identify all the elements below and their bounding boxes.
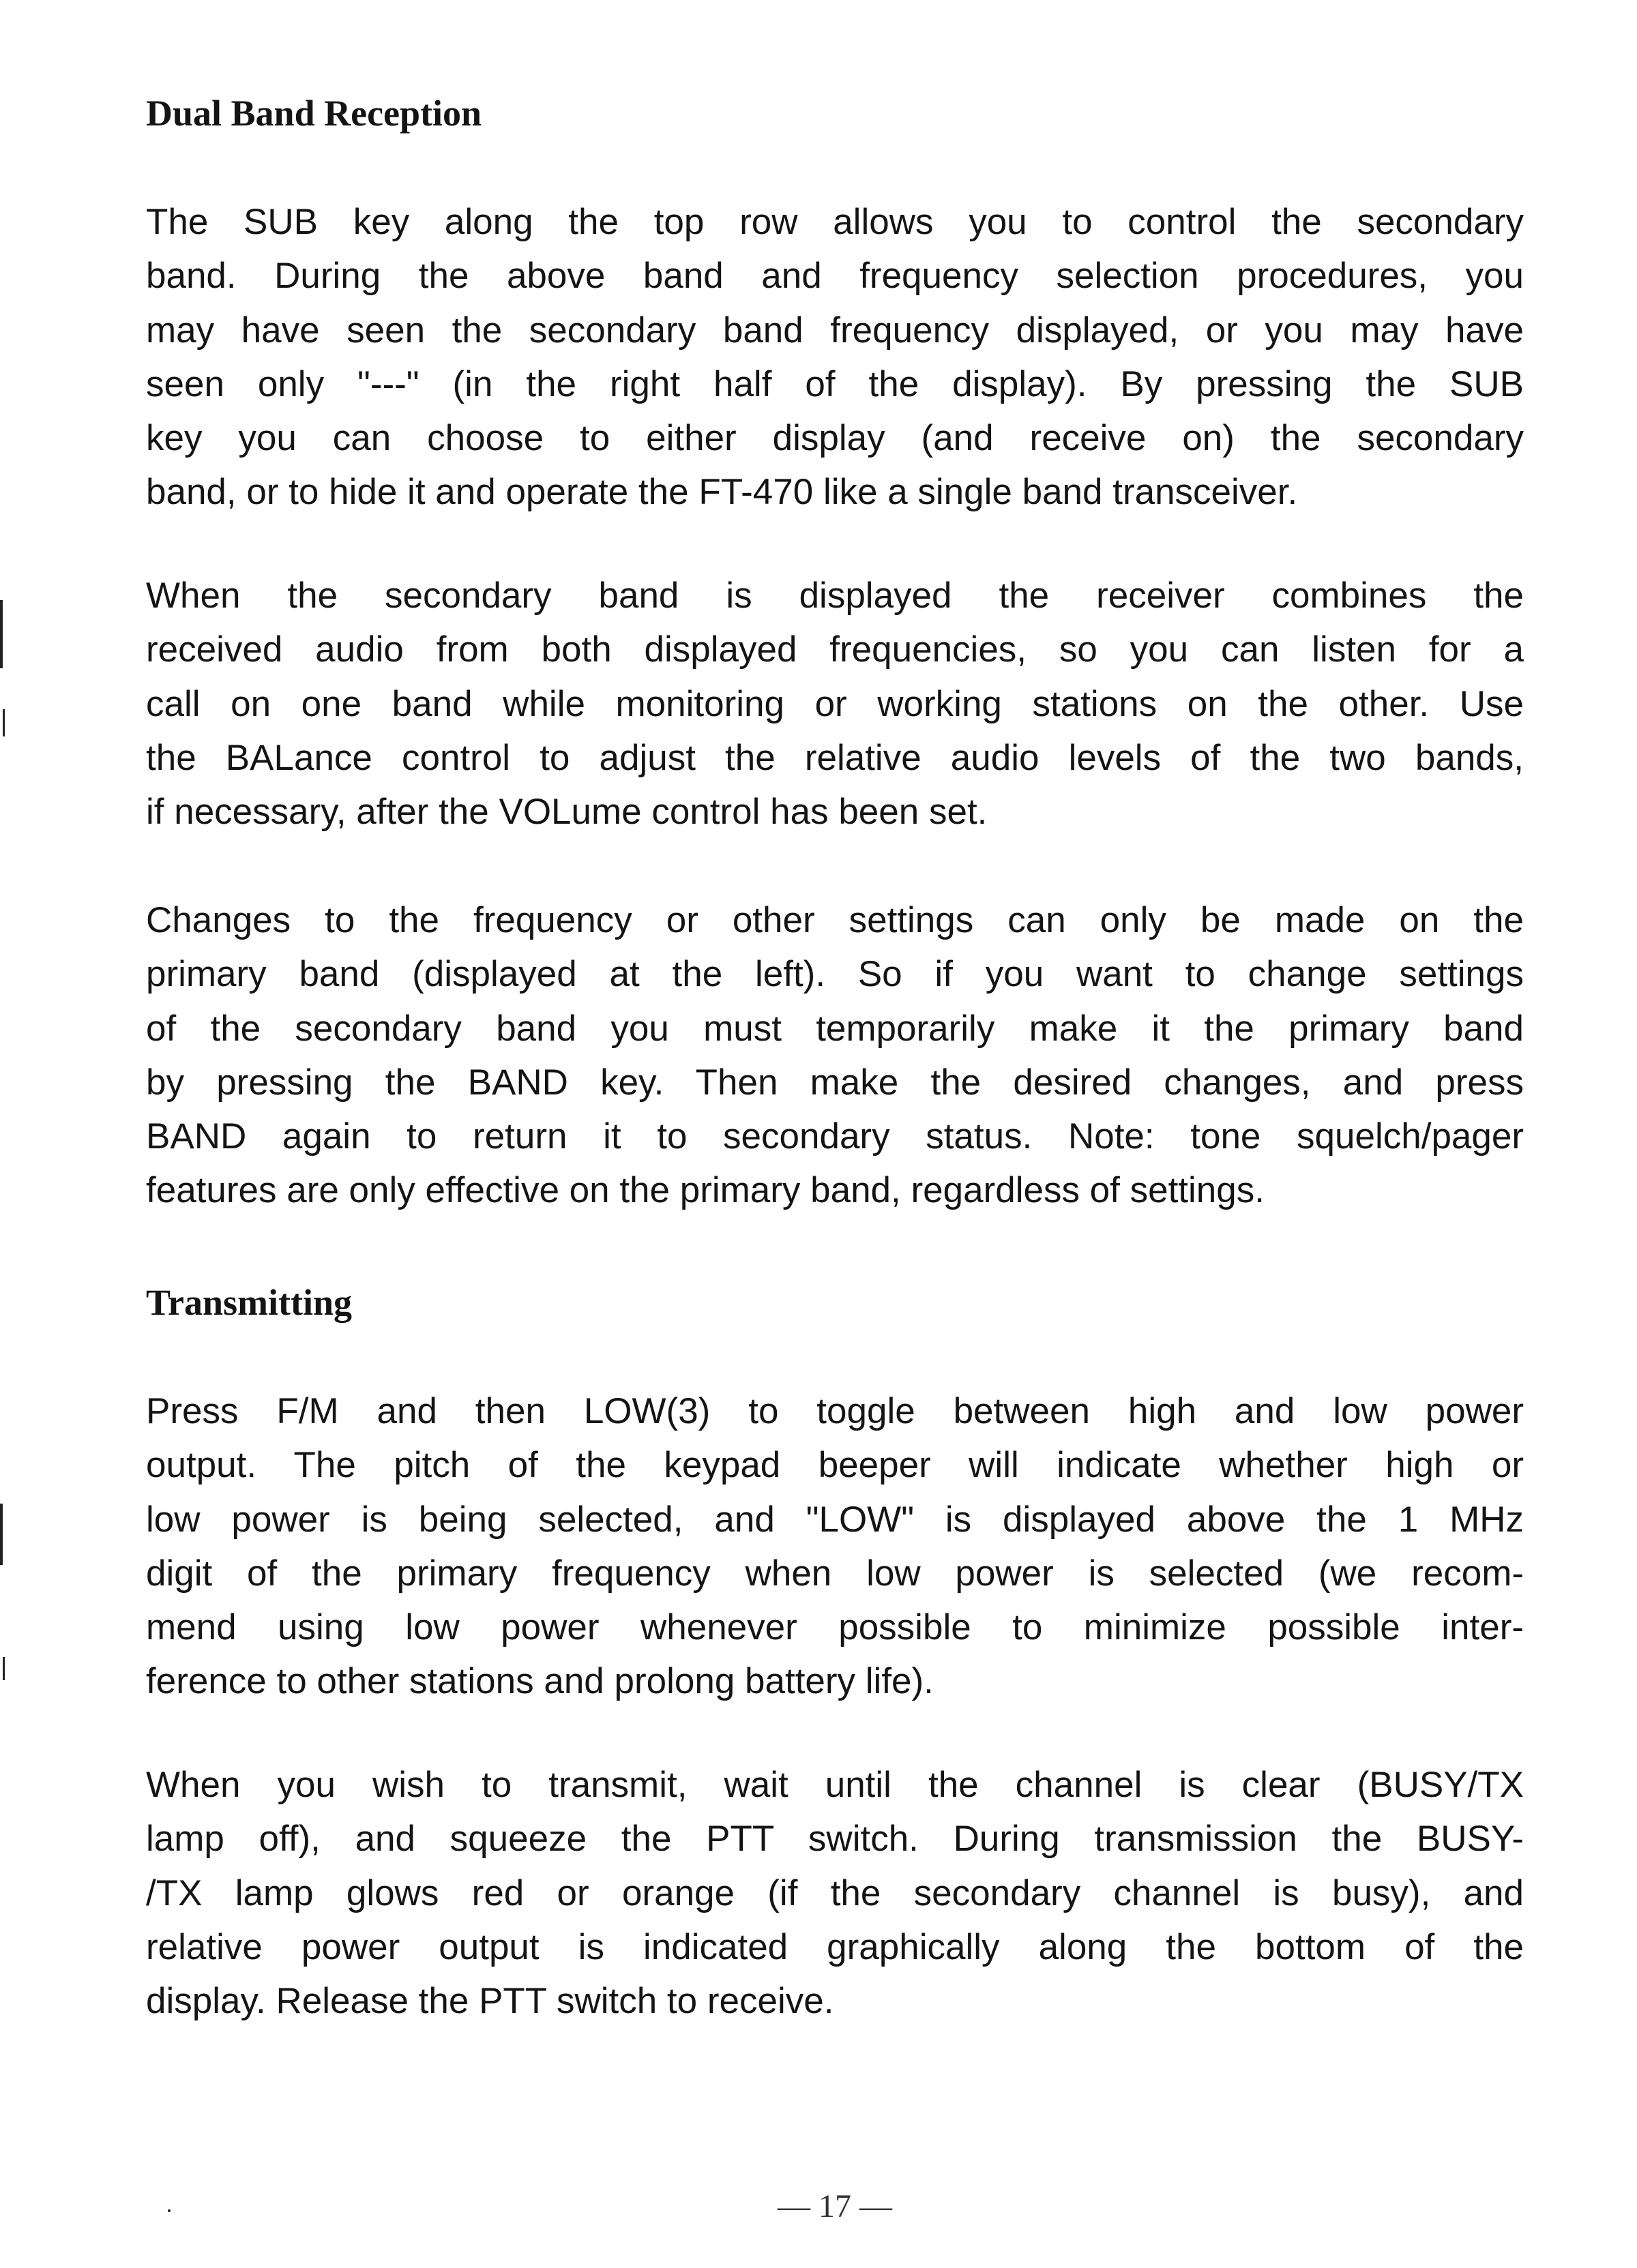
text-line: call on one band while monitoring or working stations on the other. Use <box>146 683 1524 724</box>
paragraph-secondary-band <box>146 569 1524 839</box>
text-line: Changes to the frequency or other settings can only be made on the <box>146 900 1524 940</box>
text-line: seen only "---" (in the right half of the display). By pressing the SUB <box>146 363 1524 404</box>
text-line: primary band (displayed at the left). So if you want to change settings <box>146 954 1524 995</box>
text-line: band, or to hide it and operate the FT-470 like a single band transceiver. <box>146 472 1298 513</box>
text-line: BAND again to return it to secondary status. Note: tone squelch/pager <box>146 1116 1524 1157</box>
text-line: The SUB key along the top row allows you to control the secondary <box>146 202 1524 242</box>
text-line: band. During the above band and frequency selection procedures, you <box>146 256 1524 297</box>
text-line: lamp off), and squeeze the PTT switch. During transmission the BUSY- <box>146 1819 1524 1860</box>
paragraph-sub-key <box>146 195 1524 520</box>
paragraph-power-toggle <box>146 1384 1524 1709</box>
text-line: mend using low power whenever possible to minimize possible inter- <box>146 1607 1524 1648</box>
text-line: output. The pitch of the keypad beeper will indicate whether high or <box>146 1445 1524 1486</box>
text-line: relative power output is indicated graphically along the bottom of the <box>146 1926 1524 1967</box>
text-line: key you can choose to either display (and receive on) the secondary <box>146 418 1524 459</box>
text-line: digit of the primary frequency when low power is selected (we recom- <box>146 1553 1524 1594</box>
margin-mark-4 <box>3 1657 5 1680</box>
text-line: the BALance control to adjust the relative audio levels of the two bands, <box>146 737 1524 778</box>
heading-transmitting: Transmitting <box>146 1282 353 1323</box>
text-line: Press F/M and then LOW(3) to toggle between high and low power <box>146 1391 1524 1431</box>
margin-mark-2 <box>3 709 5 736</box>
heading-dual-band-reception: Dual Band Reception <box>146 93 482 134</box>
text-line: by pressing the BAND key. Then make the desired changes, and press <box>146 1062 1524 1103</box>
text-line: may have seen the secondary band frequency displayed, or you may have <box>146 310 1524 350</box>
text-line: received audio from both displayed frequencies, so you can listen for a <box>146 629 1524 670</box>
text-line: When you wish to transmit, wait until the channel is clear (BUSY/TX <box>146 1765 1524 1805</box>
paragraph-changes <box>146 893 1524 1218</box>
text-line: /TX lamp glows red or orange (if the secondary channel is busy), and <box>146 1872 1524 1913</box>
margin-mark-3 <box>0 1504 3 1565</box>
text-line: display. Release the PTT switch to receive. <box>146 1981 834 2022</box>
text-line: ference to other stations and prolong battery life). <box>146 1661 934 1702</box>
text-line: features are only effective on the primary band, regardless of settings. <box>146 1170 1265 1211</box>
margin-mark-1 <box>0 600 3 668</box>
text-line: of the secondary band you must temporarily make it the primary band <box>146 1008 1524 1049</box>
text-line: if necessary, after the VOLume control has been set. <box>146 792 988 833</box>
text-line: When the secondary band is displayed the receiver combines the <box>146 576 1524 616</box>
text-line: low power is being selected, and "LOW" is displayed above the 1 MHz <box>146 1499 1524 1540</box>
page-number: — 17 — <box>778 2188 892 2224</box>
manual-page <box>146 0 1524 2268</box>
paragraph-transmit <box>146 1758 1524 2028</box>
